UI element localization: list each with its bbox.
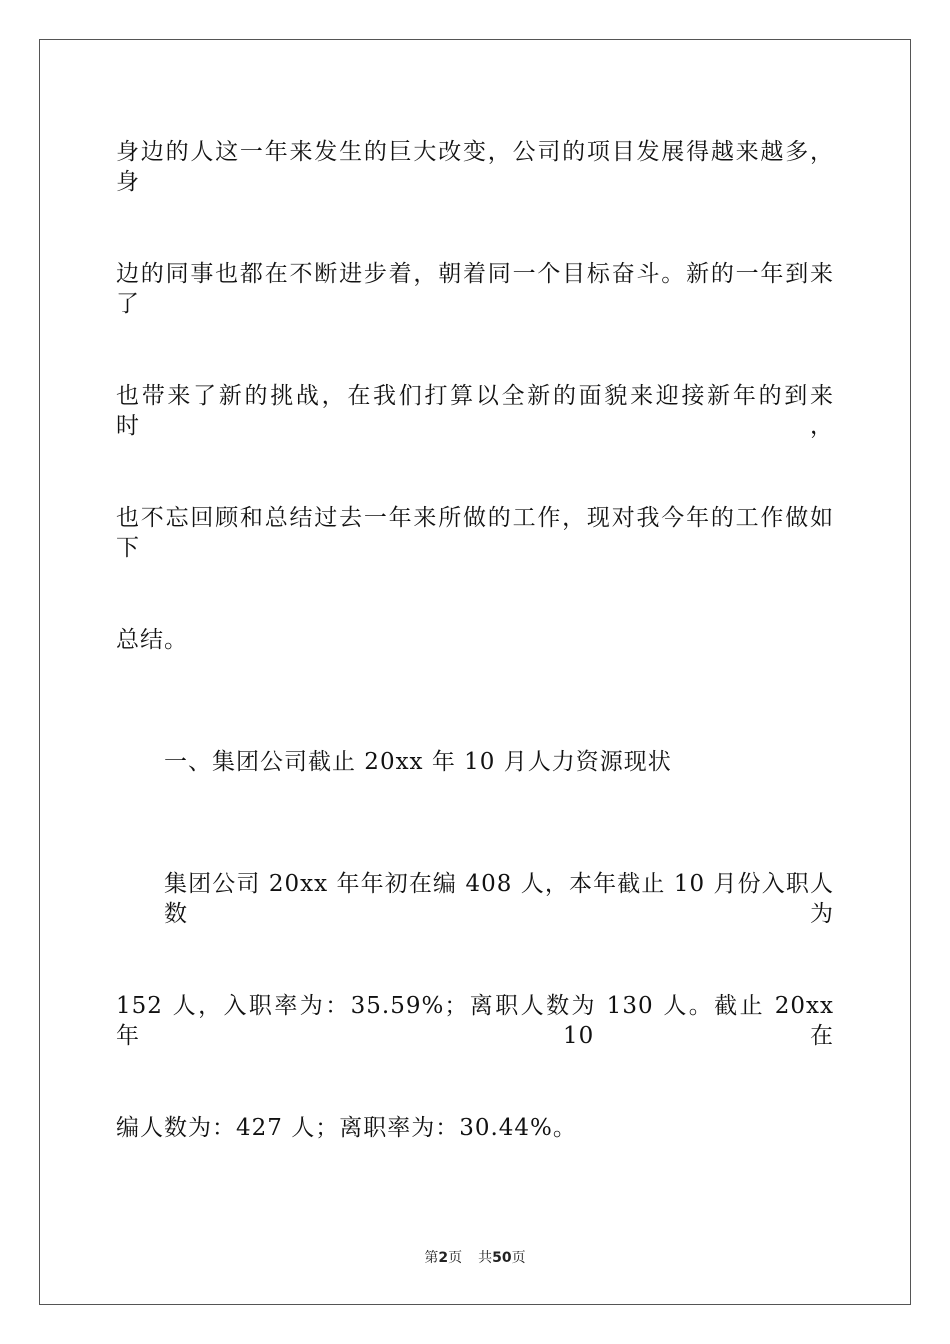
page-footer <box>0 1248 950 1268</box>
paragraph-line-2: 边的同事也都在不断进步着，朝着同一个目标奋斗。新的一年到来了 <box>116 261 834 317</box>
paragraph-line-6: 集团公司 20xx 年年初在编 408 人，本年截止 10 月份入职人数为 <box>164 871 834 927</box>
section-heading: 一、集团公司截止 20xx 年 10 月人力资源现状 <box>164 749 672 775</box>
page-number: 2 <box>438 1250 449 1266</box>
total-prefix: 共 <box>478 1250 493 1266</box>
paragraph-line-1: 身边的人这一年来发生的巨大改变，公司的项目发展得越来越多，身 <box>116 139 834 195</box>
paragraph-line-4: 也不忘回顾和总结过去一年来所做的工作，现对我今年的工作做如下 <box>116 505 834 561</box>
total-pages: 50 <box>492 1250 512 1266</box>
paragraph-line-7: 152 人，入职率为：35.59%；离职人数为 130 人。截止 20xx 年 10 在 <box>116 993 834 1049</box>
paragraph-line-5: 总结。 <box>116 627 188 653</box>
page-suffix: 页 <box>448 1250 463 1266</box>
page-prefix: 第 <box>424 1250 439 1266</box>
total-suffix: 页 <box>511 1250 526 1266</box>
paragraph-line-3: 也带来了新的挑战，在我们打算以全新的面貌来迎接新年的到来时， <box>116 383 834 439</box>
paragraph-line-8: 编人数为：427 人；离职率为：30.44%。 <box>116 1115 577 1141</box>
